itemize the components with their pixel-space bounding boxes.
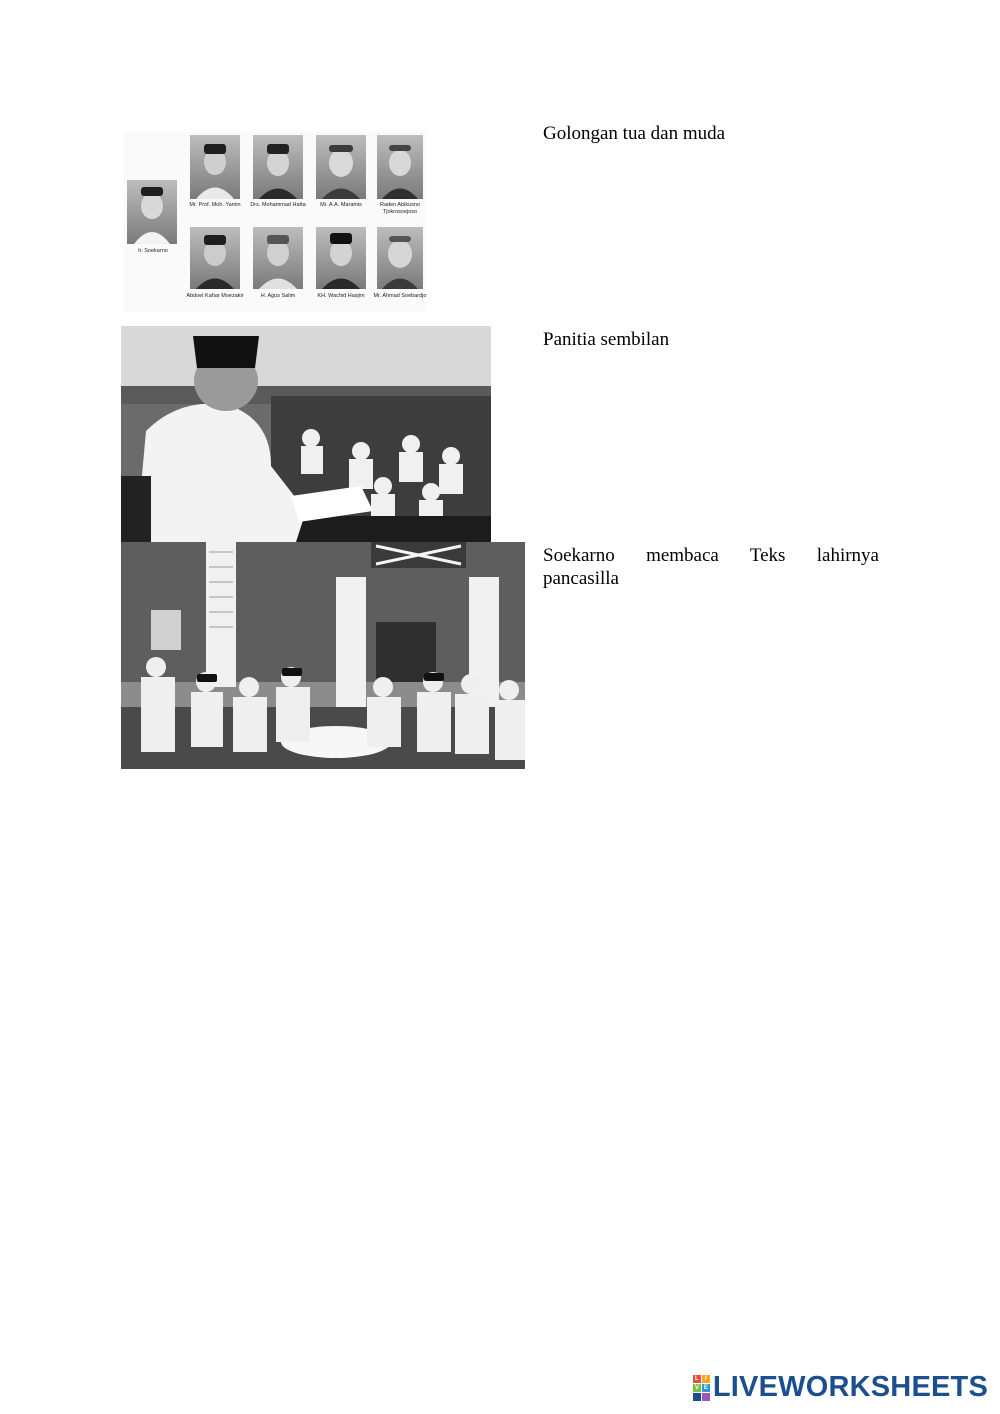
photo-speech (121, 326, 491, 542)
label-soekarno-membaca-line2: pancasilla (543, 568, 619, 589)
photo-meeting-svg (121, 542, 525, 769)
caption-soekarno: Ir. Soekarno (138, 248, 168, 254)
label-soekarno-membaca (543, 544, 879, 590)
portrait-row-bottom (190, 227, 423, 289)
caption-maramis: Mr. A.A. Maramis (320, 202, 362, 208)
portrait-collage-svg (124, 132, 426, 312)
caption-hatta: Drs. Mohammad Hatta (250, 202, 306, 208)
portrait-soekarno (127, 180, 177, 244)
caption-salim: H. Agus Salim (260, 293, 296, 299)
label-soekarno-membaca-line1: Soekarno membaca Teks lahirnya (543, 545, 879, 566)
logo-block-6 (702, 1393, 710, 1401)
logo-block-l: L (693, 1375, 701, 1383)
photo-meeting (121, 542, 525, 769)
liveworksheets-logo (693, 1371, 988, 1404)
label-panitia-sembilan: Panitia sembilan (543, 329, 670, 350)
photo-speech-svg (121, 326, 491, 542)
label-golongan-tua-muda: Golongan tua dan muda (543, 123, 726, 144)
logo-block-v: V (694, 1384, 699, 1391)
logo-blocks-icon (693, 1375, 710, 1401)
logo-block-i: I (702, 1375, 710, 1383)
caption-abikusno: Raden Abikusno Tjokrosoejoso (379, 202, 421, 215)
caption-yamin: Mr. Prof. Moh. Yamin (189, 202, 241, 208)
portrait-row-top (190, 135, 423, 199)
caption-soebardjo: Mr. Ahmad Soebardjo (373, 293, 427, 299)
liveworksheets-brand: LIVEWORKSHEETS (712, 1371, 988, 1403)
caption-moezakir: Abdoel Kahar Moezakir (186, 293, 244, 299)
caption-hasjim: KH. Wachid Hasjim (317, 293, 365, 299)
logo-block-5 (693, 1393, 701, 1401)
portrait-collage-image (124, 132, 426, 312)
logo-block-e: E (703, 1384, 708, 1391)
